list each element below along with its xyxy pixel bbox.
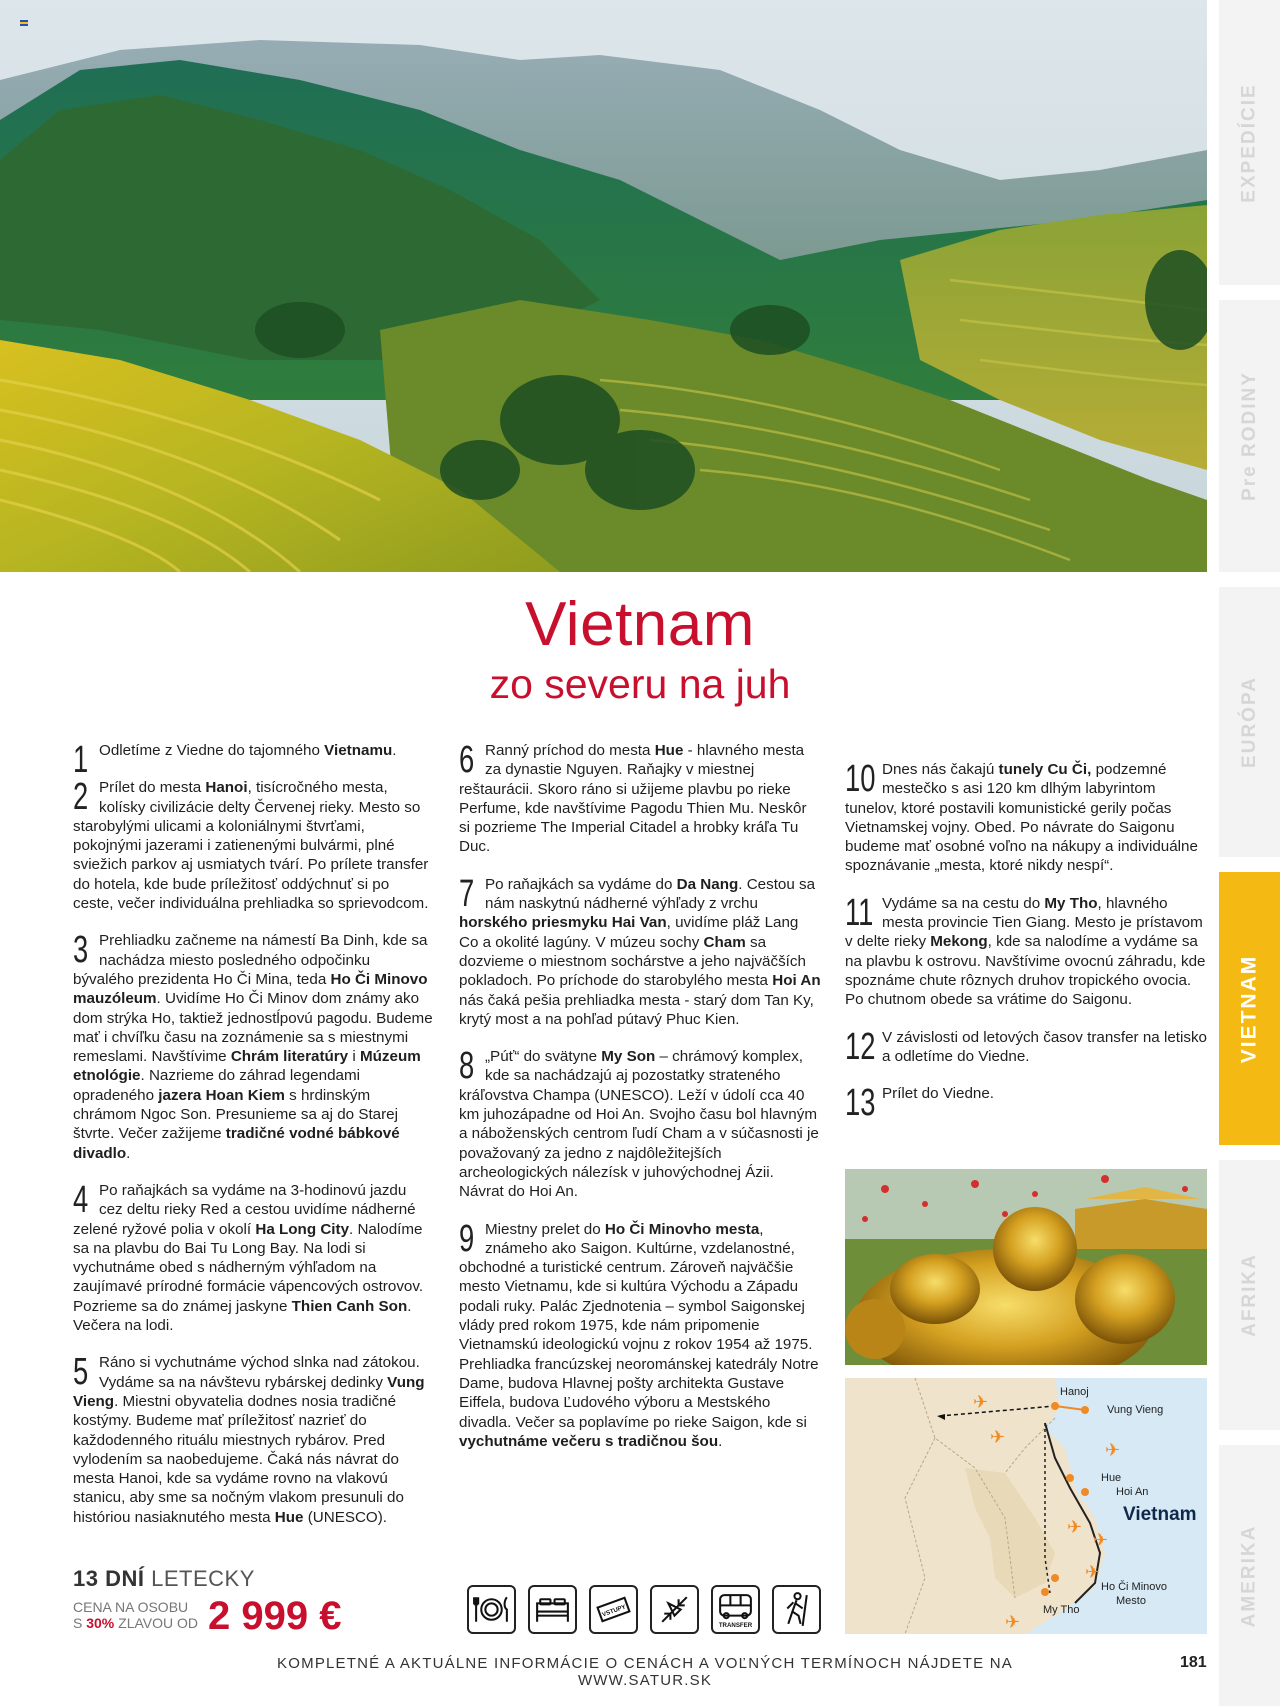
- tab-label: EURÓPA: [1238, 676, 1260, 768]
- map-label-hcmc-2: Mesto: [1116, 1595, 1146, 1607]
- day-paragraph: [845, 1025, 1207, 1068]
- route-map: [845, 1378, 1207, 1634]
- duration-type: LETECKY: [151, 1566, 255, 1591]
- day-paragraph: [73, 1178, 433, 1335]
- day-text: Odletíme z Viedne do tajomného Vietnamu.: [99, 742, 397, 759]
- day-number: 9: [459, 1217, 475, 1260]
- day-text: Dnes nás čakajú tunely Cu Či, podzemné mestečko s asi 120 km dlhým labyrintom tunelov, ktoré postavili komunistické gerily počas Vietnamskej vojny. Obed. Po návrate do Saigonu budeme mať osobné voľno na nákupy a individuálne spoznávanie „mesta, ktoré nikdy nespí“.: [845, 761, 1198, 875]
- price-label-line1: CENA NA OSOBU: [73, 1599, 189, 1615]
- service-icons: [467, 1585, 821, 1634]
- flight-icon: [650, 1585, 699, 1634]
- day-paragraph: [845, 891, 1207, 1010]
- map-label-hanoj: Hanoj: [1060, 1386, 1089, 1398]
- svg-text:✈: ✈: [990, 1427, 1006, 1448]
- trip-duration: [73, 1566, 473, 1592]
- itinerary-column-3: [845, 758, 1207, 1125]
- day-number: 3: [73, 929, 89, 972]
- day-paragraph: [73, 778, 433, 913]
- day-number: 10: [845, 758, 876, 800]
- page-number: 181: [1180, 1654, 1207, 1671]
- day-number: 7: [459, 872, 475, 915]
- day-paragraph: [459, 741, 821, 857]
- map-label-hcmc: Ho Či Minovo: [1101, 1581, 1168, 1593]
- day-paragraph: [459, 1047, 821, 1201]
- day-text: Prehliadku začneme na námestí Ba Dinh, kde sa nachádza miesto posledného odpočinku bývalého prezidenta Ho Či Mina, teda Ho Či Minovo mauzóleum. Uvidíme Ho Či Minov dom známy ako dom strýka Ho, taktiež jednostĺpovú pagodu. Budeme mať i chvíľku času na zoznámenie sa s miestnymi remeslami. Navštívime Chrám literatúry i Múzeum etnológie. Nazrieme do záhrad legendami opradeného jazera Hoan Kiem s hrdinským chrámom Ngoc Son. Presunieme sa aj do Starej štvrte. Večer zažijeme tradičné vodné bábkové divadlo.: [73, 932, 433, 1162]
- flag-icon: [20, 20, 28, 26]
- day-number: 8: [459, 1045, 475, 1088]
- svg-text:✈: ✈: [1067, 1517, 1083, 1538]
- photo-golden-buddha: [845, 1169, 1207, 1365]
- day-number: 13: [845, 1082, 876, 1125]
- tab-label: Pre RODINY: [1238, 371, 1260, 501]
- day-number: 11: [845, 891, 874, 934]
- entrance-ticket-icon: [589, 1585, 638, 1634]
- hotel-bed-icon: [528, 1585, 577, 1634]
- meal-icon: [467, 1585, 516, 1634]
- map-label-hoi-an: Hoi An: [1116, 1486, 1149, 1498]
- svg-text:✈: ✈: [973, 1392, 989, 1413]
- tab-label: AMERIKA: [1238, 1524, 1260, 1627]
- tab-label: VIETNAM: [1237, 954, 1261, 1063]
- day-number: 5: [73, 1351, 89, 1394]
- day-number: 1: [73, 739, 89, 781]
- tab-europa[interactable]: [1219, 587, 1280, 857]
- duration-days: 13 DNÍ: [73, 1566, 145, 1591]
- itinerary-column-2: [459, 741, 821, 1469]
- tab-label: AFRIKA: [1238, 1253, 1260, 1337]
- page-subtitle: zo severu na juh: [489, 661, 791, 707]
- bus-label: TRANSFER: [718, 1621, 753, 1629]
- side-navigation: [1219, 0, 1280, 1706]
- price-block: [73, 1566, 473, 1636]
- day-text: Miestny prelet do Ho Či Minovho mesta, známeho ako Saigon. Kultúrne, vzdelanostné, obchodné a turistické centrum. Zároveň najväčšie mesto Vietnamu, kde si kultúra Východu a Západu podali ruky. Palác Zjednotenia – symbol Saigonskej vlády pred rokom 1975, kde nám pripomenie Vietnamskú ideologickú vojnu z rokov 1954 až 1975. Prehliadka francúzskej neorománskej katedrály Notre Dame, budova Hlavnej pošty architekta Gustave Eiffela, budova Ľudového výboru a Mestského divadla. Večer sa poplavíme po rieke Saigon, kde si vychutnáme večeru s tradičnou šou.: [459, 1220, 819, 1450]
- tab-label: EXPEDÍCIE: [1238, 82, 1260, 203]
- tab-vietnam[interactable]: [1219, 872, 1280, 1145]
- svg-text:✈: ✈: [1005, 1612, 1021, 1633]
- day-number: 6: [459, 739, 475, 781]
- day-text: Po raňajkách sa vydáme do Da Nang. Cestou sa nám naskytnú nádherné výhľady z vrchu horského priesmyku Hai Van, uvidíme pláž Lang Co a okolité lagúny. V múzeu sochy Cham sa dozvieme o miestnom sochárstve a jeho najväčších pokladoch. Po príchode do starobylého mesta Hoi An nás čaká pešia prehliadka mesta - starý dom Tan Ky, krytý most a na pohľad pútavý Phuc Kien.: [459, 875, 821, 1028]
- tab-expedicie[interactable]: [1219, 0, 1280, 285]
- ticket-label: VSTUPY: [601, 1603, 627, 1619]
- day-text: Po raňajkách sa vydáme na 3-hodinovú jazdu cez deltu rieky Red a cestou uvidíme nádherné zelené ryžové polia v okolí Ha Long City. Nalodíme sa na plavbu do Bai Tu Long Bay. Na lodi si vychutnáme obed s nádherným výhľadom na zaujímavé prírodné formácie vápencových ostrovov. Pozrieme sa do známej jaskyne Thien Canh Son. Večera na lodi.: [73, 1181, 424, 1335]
- day-text: Prílet do Viedne.: [882, 1085, 995, 1103]
- day-text: Vydáme sa na cestu do My Tho, hlavného mesta provincie Tien Giang. Mesto je prístavom v delte rieky Mekong, kde sa nalodíme a vydáme sa na plavbu k ostrovu. Navštívime ovocnú záhradu, kde spoznáme chute rôznych druhov tropického ovocia. Po chutnom obede sa vrátime do Saigonu.: [845, 894, 1206, 1009]
- day-text: V závislosti od letových časov transfer na letisko a odletíme do Viedne.: [882, 1028, 1207, 1065]
- day-paragraph: [73, 1353, 433, 1527]
- day-paragraph: [459, 872, 821, 1029]
- day-paragraph: [73, 739, 433, 781]
- day-paragraph: [845, 760, 1207, 876]
- map-label-my-tho: My Tho: [1043, 1604, 1080, 1616]
- day-paragraph: [845, 1082, 1207, 1125]
- map-label-vung-vieng: Vung Vieng: [1107, 1404, 1164, 1416]
- price-label: [73, 1599, 198, 1631]
- day-text: Prílet do mesta Hanoi, tisícročného mesta, kolísky civilizácie delty Červenej rieky. Mesto so starobylými ulicami a koloniálnymi štvrťami, pokojnými jazerami i zatienenými bulvármi, plné sviežich parkov aj usmiatych tvárí. Po prílete transfer do hotela, kde bude príležitosť oddýchnuť si po ceste, večer individuálna prehliadka so sprievodcom.: [73, 779, 429, 913]
- tab-amerika[interactable]: [1219, 1445, 1280, 1706]
- day-paragraph: [459, 1217, 821, 1452]
- map-label-vietnam: Vietnam: [1123, 1504, 1197, 1525]
- day-paragraph: [73, 931, 433, 1163]
- page-title: Vietnam: [525, 590, 755, 659]
- itinerary-column-1: [73, 741, 433, 1545]
- day-text: Ranný príchod do mesta Hue - hlavného mesta za dynastie Nguyen. Raňajky v miestnej reštaurácii. Skoro ráno si užijeme plavbu po rieke Perfume, kde navštívime Pagodu Thien Mu. Neskôr si pozrieme The Imperial Citadel a hrobky kráľa Tu Duc.: [459, 742, 807, 856]
- svg-text:✈: ✈: [1093, 1530, 1109, 1551]
- map-label-hue: Hue: [1101, 1472, 1122, 1484]
- day-number: 12: [845, 1025, 876, 1068]
- svg-text:✈: ✈: [1105, 1440, 1121, 1461]
- tab-pre-rodiny[interactable]: [1219, 300, 1280, 572]
- day-number: 2: [73, 776, 89, 819]
- day-text: „Púť“ do svätyne My Son – chrámový komplex, kde sa nachádzajú aj pozostatky strateného kráľovstva Champa (UNESCO). Leží v údolí cca 40 km juhozápadne od Hoi An. Svojho času bol hlavným a náboženských centrom ľudí Cham a v súčasnosti je považovaný za jedno z najdôležitejších archeologických nálezísk v juhovýchodnej Ázii. Návrat do Hoi An.: [459, 1048, 819, 1201]
- day-text: Ráno si vychutnáme východ slnka nad zátokou. Vydáme sa na návštevu rybárskej dedinky Vung Vieng. Miestni obyvatelia dodnes nosia tradičné kostýmy. Budeme mať príležitosť nazrieť do každodenného rituálu miestnych rybárov. Pred vylodením sa naobedujeme. Čaká nás návrat do mesta Hanoi, kde sa vydáme rovno na vlakovú stanicu, aby sme sa nočným vlakom presunuli do históriou nasiaknutého mesta Hue (UNESCO).: [73, 1354, 425, 1526]
- day-number: 4: [73, 1178, 89, 1221]
- price-label-prefix: S: [73, 1615, 83, 1631]
- price-amount: 2 999 €: [208, 1594, 342, 1638]
- hiking-icon: [772, 1585, 821, 1634]
- discount-percent: 30%: [86, 1615, 115, 1631]
- price-label-suffix: ZLAVOU OD: [118, 1615, 199, 1631]
- transfer-bus-icon: [711, 1585, 760, 1634]
- tab-afrika[interactable]: [1219, 1160, 1280, 1430]
- footer-info: KOMPLETNÉ A AKTUÁLNE INFORMÁCIE O CENÁCH A VOĽNÝCH TERMÍNOCH NÁJDETE NA WWW.SATUR.SK: [277, 1655, 1013, 1689]
- price-row: [73, 1596, 473, 1636]
- hero-photo-rice-terraces: [0, 0, 1207, 572]
- page-title-block: [300, 590, 980, 708]
- svg-text:✈: ✈: [1085, 1562, 1101, 1583]
